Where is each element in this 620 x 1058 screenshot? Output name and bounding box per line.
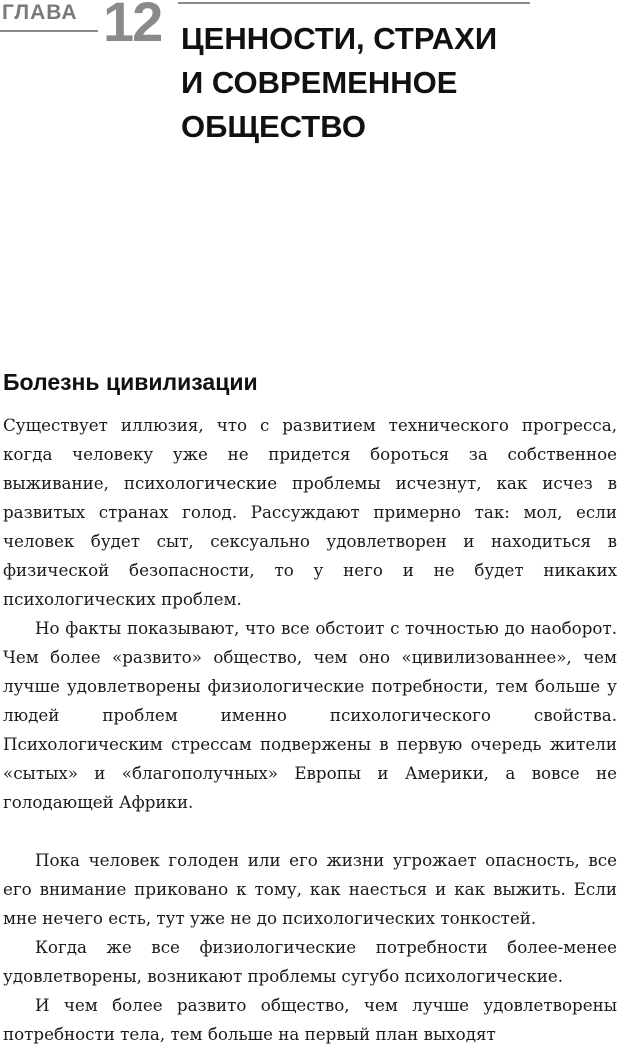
paragraph: Но факты показывают, что все обстоит с точностью до наоборот. Чем более «развито» общество, чем оно «цивилизованнее», чем лучше удовлетворены физиологические потребности, тем больше у людей проблем именно психологического свойства. Психологическим стрессам подвержены в первую очередь жители «сытых» и «благополучных» Европы и Америки, а вовсе не голодающей Африки. bbox=[3, 618, 617, 812]
section-heading: Болезнь цивилизации bbox=[3, 369, 258, 395]
chapter-number: 12 bbox=[103, 0, 162, 53]
paragraph: Когда же все физиологические потребности более-менее удовлетворены, возникают проблемы сугубо психологические. bbox=[3, 937, 617, 986]
chapter-label-underline bbox=[0, 30, 98, 32]
body-text bbox=[3, 411, 617, 1049]
chapter-title bbox=[181, 17, 497, 149]
paragraph: И чем более развито общество, чем лучше удовлетворены потребности тела, тем больше на первый план выходят bbox=[3, 995, 617, 1044]
chapter-label: ГЛАВА bbox=[2, 1, 78, 24]
chapter-title-line: ОБЩЕСТВО bbox=[181, 109, 366, 144]
paragraph: Существует иллюзия, что с развитием технического прогресса, когда человеку уже не придется бороться за собственное выживание, психологические проблемы исчезнут, как исчез в развитых странах голод. Рассуждают примерно так: мол, если человек будет сыт, сексуально удовлетворен и находиться в физической безопасности, то у него и не будет никаких психологических проблем. bbox=[3, 415, 617, 609]
chapter-title-line: ЦЕННОСТИ, СТРАХИ bbox=[181, 21, 498, 56]
chapter-title-rule bbox=[178, 2, 530, 4]
paragraph: Пока человек голоден или его жизни угрожает опасность, все его внимание приковано к тому, как наесться и как выжить. Если мне нечего есть, тут уже не до психологических тонкостей. bbox=[3, 850, 617, 928]
chapter-title-line: И СОВРЕМЕННОЕ bbox=[181, 65, 458, 100]
